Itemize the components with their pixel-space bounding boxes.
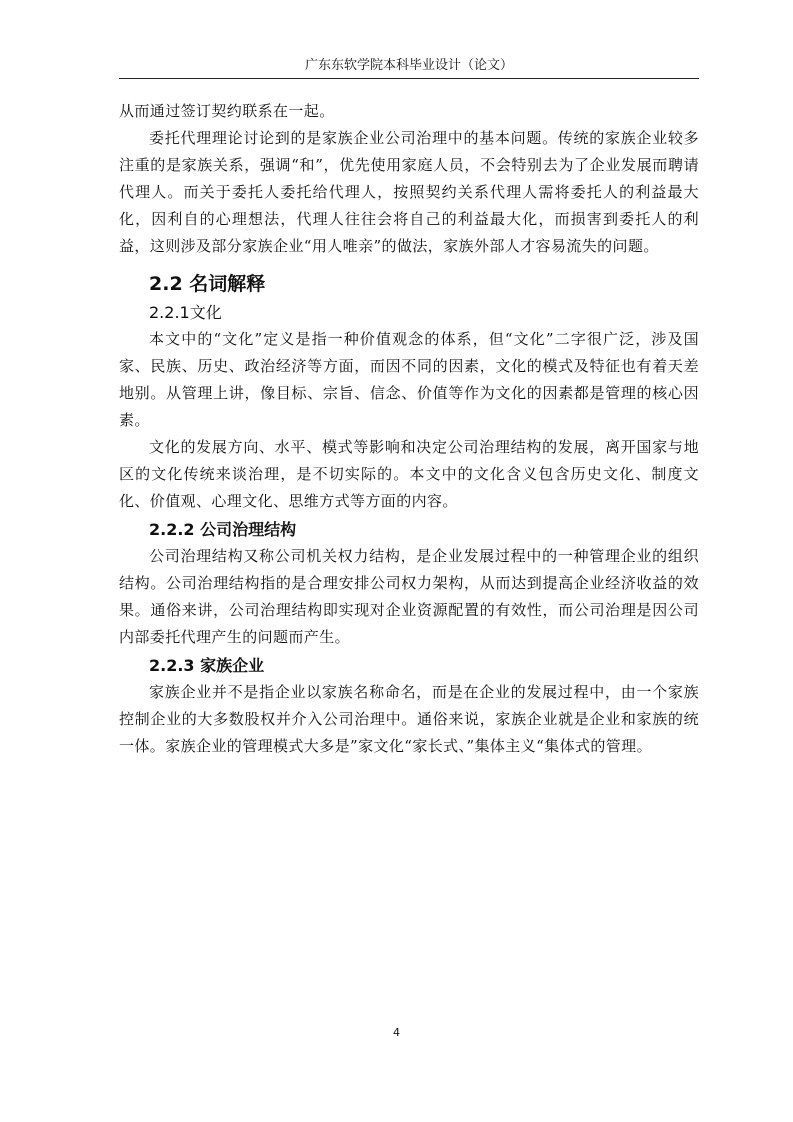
paragraph: 本文中的“文化”定义是指一种价值观念的体系，但“文化”二字很广泛，涉及国家、民族、历史、政治经济等方面，而因不同的因素，文化的模式及特征也有着天差地别。从管理上讲，像目标、宗旨、信念、价值等作为文化的因素都是管理的核心因素。 xyxy=(119,330,699,429)
subsection-heading: 2.2.1文化 xyxy=(149,303,222,322)
subsection-heading: 2.2.2 公司治理结构 xyxy=(149,520,297,539)
page-body xyxy=(119,98,699,760)
header-title: 广东东软学院本科毕业设计（论文） xyxy=(304,58,513,73)
subsection-heading: 2.2.3 家族企业 xyxy=(149,656,265,675)
paragraph: 从而通过签订契约联系在一起。 xyxy=(119,102,335,120)
page-footer xyxy=(0,1026,793,1039)
paragraph: 家族企业并不是指企业以家族名称命名，而是在企业的发展过程中，由一个家族控制企业的大多数股权并介入公司治理中。通俗来说，家族企业就是企业和家族的统一体。家族企业的管理模式大多是”家文化“家长式、”集体主义“集体式的管理。 xyxy=(119,683,699,755)
paragraph: 委托代理理论讨论到的是家族企业公司治理中的基本问题。传统的家族企业较多注重的是家族关系，强调“和”，优先使用家庭人员，不会特别去为了企业发展而聘请代理人。而关于委托人委托给代理人，按照契约关系代理人需将委托人的利益最大化，因利自的心理想法，代理人往往会将自己的利益最大化，而损害到委托人的利益，这则涉及部分家族企业“用人唯亲”的做法，家族外部人才容易流失的问题。 xyxy=(119,129,699,255)
paragraph: 公司治理结构又称公司机关权力结构，是企业发展过程中的一种管理企业的组织结构。公司治理结构指的是合理安排公司权力架构，从而达到提高企业经济收益的效果。通俗来讲，公司治理结构即实现对企业资源配置的有效性，而公司治理是因公司内部委托代理产生的问题而产生。 xyxy=(119,547,699,646)
page-number: 4 xyxy=(393,1026,400,1039)
paragraph: 文化的发展方向、水平、模式等影响和决定公司治理结构的发展，离开国家与地区的文化传统来谈治理，是不切实际的。本文中的文化含义包含历史文化、制度文化、价值观、心理文化、思维方式等方面的内容。 xyxy=(119,438,699,510)
page-header xyxy=(119,56,699,79)
section-heading: 2.2 名词解释 xyxy=(149,273,266,295)
